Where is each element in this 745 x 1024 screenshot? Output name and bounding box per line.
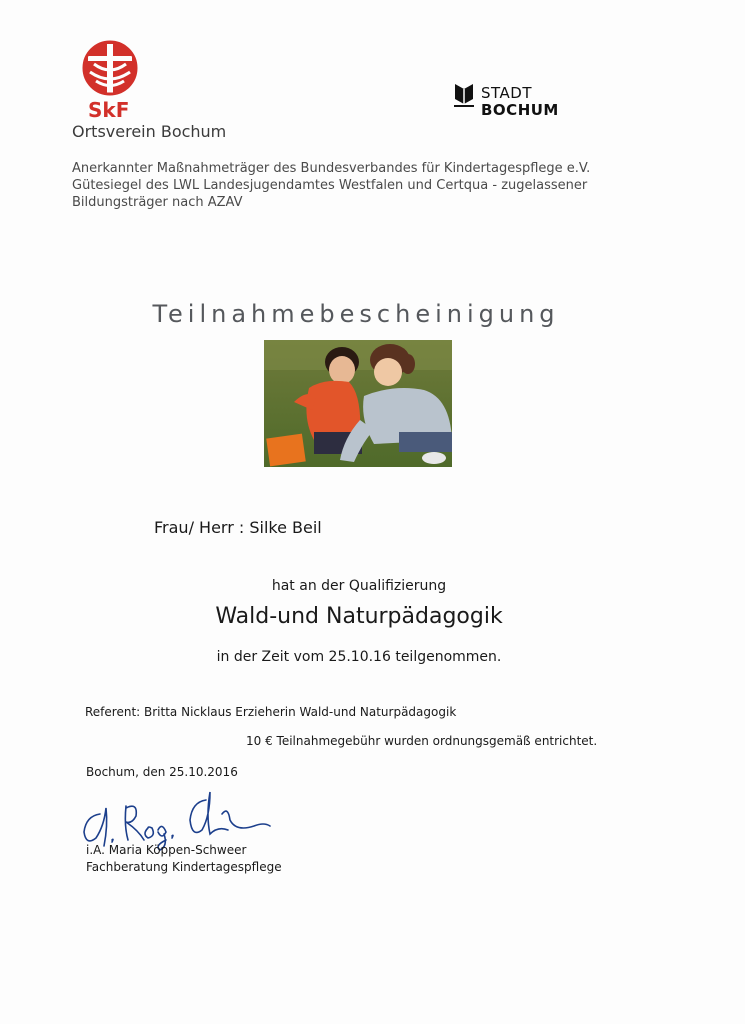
accreditation-block: [72, 160, 672, 211]
children-photo: [264, 340, 452, 467]
signer-name: i.A. Maria Köppen-Schweer: [86, 843, 247, 857]
accreditation-line: Bildungsträger nach AZAV: [72, 195, 243, 210]
intro-text: hat an der Qualifizierung: [271, 578, 447, 594]
participation-period: in der Zeit vom 25.10.16 teilgenommen.: [216, 649, 502, 665]
city-logo-line2: BOCHUM: [481, 101, 559, 119]
organization-name: Ortsverein Bochum: [72, 122, 227, 141]
course-title: Wald-und Naturpädagogik: [215, 604, 503, 629]
city-book-icon: [453, 82, 475, 108]
city-logo: [453, 82, 573, 122]
recipient-line: Frau/ Herr : Silke Beil: [154, 518, 322, 537]
accreditation-line: Gütesiegel des LWL Landesjugendamtes Westfalen und Certqua - zugelassener: [72, 178, 588, 193]
signer-role: Fachberatung Kindertagespflege: [86, 860, 282, 874]
certificate-title: Teilnahmebescheinigung: [152, 300, 560, 328]
referent-line: Referent: Britta Nicklaus Erzieherin Wald-und Naturpädagogik: [85, 705, 457, 719]
fee-note: 10 € Teilnahmegebühr wurden ordnungsgemäß entrichtet.: [246, 734, 598, 748]
city-logo-line1: STADT: [481, 84, 532, 102]
skf-wordmark: SkF: [88, 98, 130, 122]
skf-logo-icon: [80, 40, 140, 100]
accreditation-line: Anerkannter Maßnahmeträger des Bundesverbandes für Kindertagespflege e.V.: [72, 161, 591, 176]
place-and-date: Bochum, den 25.10.2016: [86, 765, 238, 779]
